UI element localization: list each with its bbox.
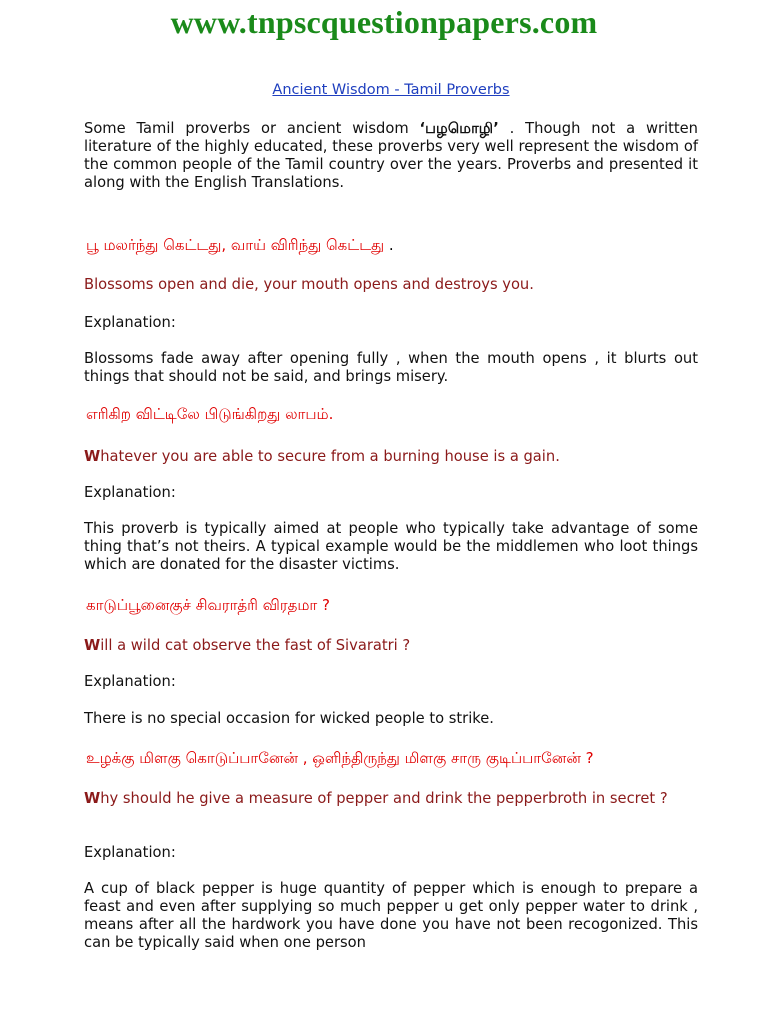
- proverb-2-translation-text: hatever you are able to secure from a burning house is a gain.: [100, 448, 560, 465]
- proverb-2-explanation-label: Explanation:: [84, 484, 176, 501]
- proverb-3-translation-text: ill a wild cat observe the fast of Sivaratri ?: [100, 637, 411, 654]
- proverb-4-translation-text: hy should he give a measure of pepper and drink the pepperbroth in secret ?: [100, 790, 668, 807]
- page-title[interactable]: Ancient Wisdom - Tamil Proverbs: [272, 82, 510, 98]
- proverb-1-translation-text: lossoms open and die, your mouth opens and destroys you.: [94, 276, 534, 293]
- proverb-2-translation: [84, 448, 698, 466]
- proverb-4-translation: [84, 790, 698, 808]
- proverb-4-tamil-text: உழக்கு மிளகு கொடுப்பானேன் , ஒளிந்திருந்து மிளகு சாரு குடிப்பானேன் ?: [86, 749, 594, 767]
- proverb-2-explanation: This proverb is typically aimed at people who typically take advantage of some thing that’s not theirs. A typical example would be the middlemen who loot things which are donated for the disaster victims.: [84, 520, 698, 573]
- proverb-1-tamil-tail: .: [384, 236, 394, 254]
- intro-prefix: Some Tamil proverbs or ancient wisdom: [84, 120, 420, 137]
- intro-suffix: . Though not a written literature of the highly educated, these proverbs very well represent the wisdom of the common people of the Tamil country over the years. Proverbs and presented it along with the English Translations.: [84, 120, 698, 191]
- proverb-4-explanation-label: Explanation:: [84, 844, 176, 861]
- intro-tamil-term: ‘பழமொழி’: [419, 120, 499, 137]
- proverb-3-explanation-label: Explanation:: [84, 673, 176, 690]
- proverb-1-tamil-text: பூ மலர்ந்து கெட்டது, வாய் விரிந்து கெட்டது: [86, 236, 385, 254]
- proverb-2-translation-initial: W: [84, 448, 101, 465]
- proverb-1-explanation-label: Explanation:: [84, 314, 176, 331]
- proverb-3-tamil-text: காடுப்பூனைகுச் சிவராத்ரி விரதமா ?: [86, 596, 330, 614]
- site-title[interactable]: www.tnpscquestionpapers.com: [170, 4, 598, 40]
- site-header: [0, 0, 768, 48]
- proverb-4-translation-initial: W: [84, 790, 101, 807]
- proverb-4-explanation: A cup of black pepper is huge quantity of pepper which is enough to prepare a feast and even after supplying so much pepper u get only pepper water to drink , means after all the hardwork you have done you have not been recogonized. This can be typically said when one person: [84, 880, 698, 951]
- proverb-3-translation-initial: W: [84, 637, 101, 654]
- proverb-3-translation: [84, 637, 698, 655]
- proverb-1-explanation: Blossoms fade away after opening fully , when the mouth opens , it blurts out things that should not be said, and brings misery.: [84, 350, 698, 385]
- proverb-2-tamil: [84, 405, 700, 423]
- proverb-1-translation: [84, 276, 698, 294]
- proverb-1-tamil: [84, 236, 700, 254]
- intro-paragraph: [84, 120, 698, 192]
- proverb-4-tamil: [84, 749, 700, 767]
- proverb-3-tamil: [84, 596, 700, 614]
- proverb-2-tamil-text: எரிகிற விட்டிலே பிடுங்கிறது லாபம்.: [86, 405, 334, 423]
- proverb-3-explanation: There is no special occasion for wicked people to strike.: [84, 710, 494, 727]
- proverb-1-translation-initial: B: [84, 276, 95, 293]
